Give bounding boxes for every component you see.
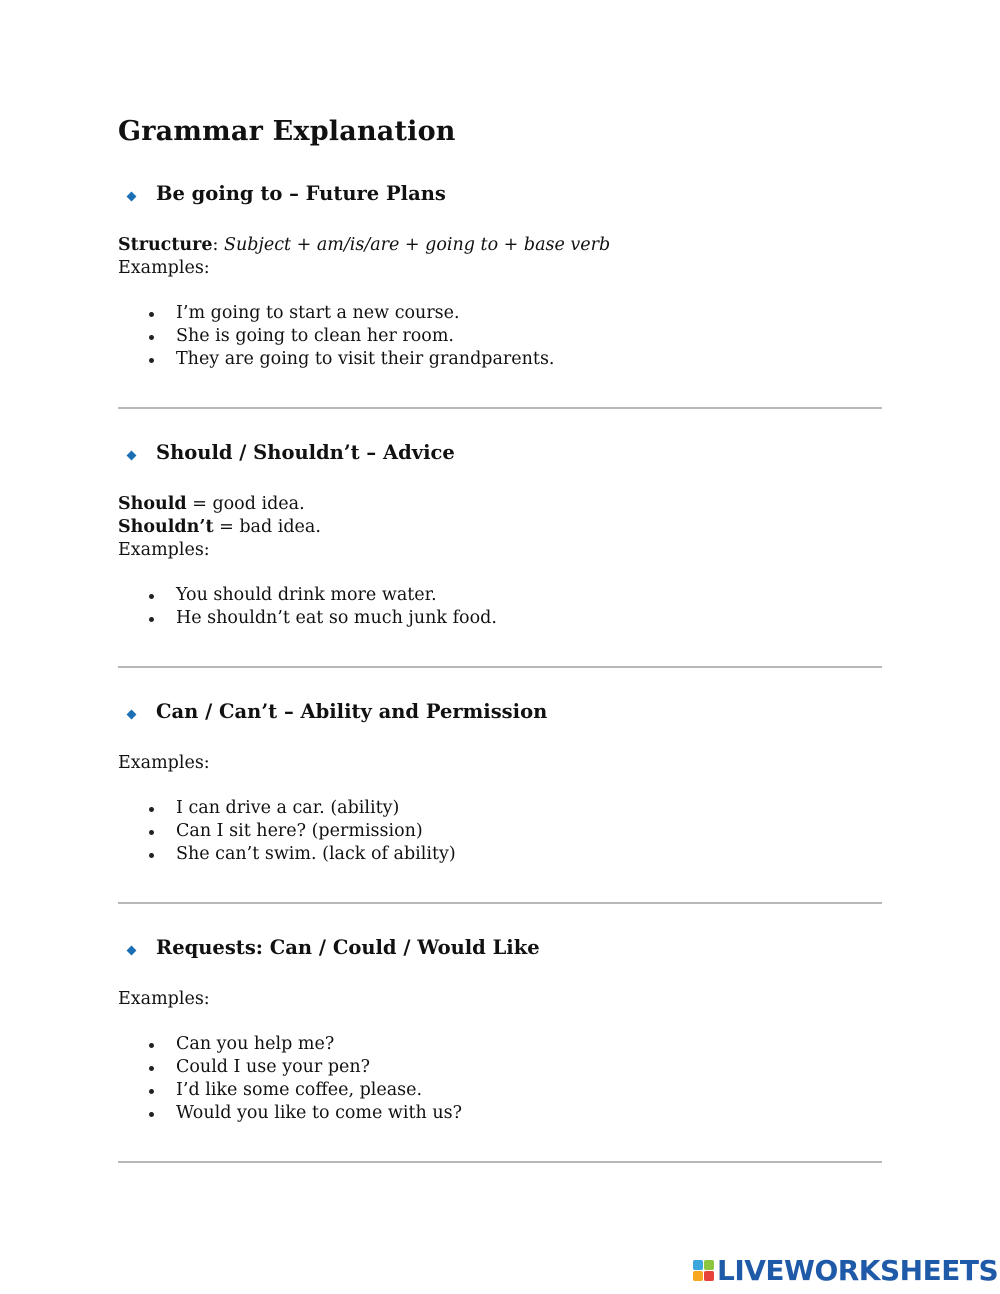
section-requests [118,936,882,1125]
structure-line: Structure: Subject + am/is/are + going to + base verb [118,235,611,255]
examples-label: Examples: [118,540,210,560]
examples-list [118,1033,882,1125]
definition-meaning: = bad idea. [213,517,321,537]
example-item [118,302,882,325]
example-item [118,1033,882,1056]
example-item [118,1079,882,1102]
section-body [118,493,882,562]
section-divider [118,666,882,668]
example-text: Can I sit here? (permission) [176,821,423,841]
section-title: Can / Can’t – Ability and Permission [156,700,548,723]
examples-label: Examples: [118,753,210,773]
structure-formula: Subject + am/is/are + going to + base verb [223,235,611,255]
bullet-dot-icon [149,1043,154,1048]
section-divider [118,902,882,904]
definition-line [118,516,882,539]
bullet-dot-icon [149,335,154,340]
section-should [118,441,882,630]
live-badge-icon [693,1260,714,1281]
example-item [118,843,882,866]
section-divider [118,1161,882,1163]
definition-term: Shouldn’t [118,517,214,537]
section-be-going-to [118,182,882,371]
example-text: She can’t swim. (lack of ability) [176,844,456,864]
bullet-dot-icon [149,807,154,812]
bullet-dot-icon [149,358,154,363]
logo-text: LIVEWORKSHEETS [717,1253,999,1287]
bullet-dot-icon [149,830,154,835]
definition-line [118,493,882,516]
bullet-dot-icon [149,1066,154,1071]
diamond-bullet-icon [127,451,137,461]
section-body [118,988,882,1011]
section-title: Should / Shouldn’t – Advice [156,441,455,464]
example-text: Can you help me? [176,1034,335,1054]
bullet-dot-icon [149,1089,154,1094]
bullet-dot-icon [149,617,154,622]
example-item [118,1056,882,1079]
examples-list [118,797,882,866]
examples-list [118,584,882,630]
section-header [118,936,882,970]
examples-list [118,302,882,371]
section-header [118,441,882,475]
liveworksheets-logo [693,1255,998,1285]
examples-label: Examples: [118,989,210,1009]
example-text: Could I use your pen? [176,1057,371,1077]
definition-term: Should [118,494,187,514]
structure-label: Structure [118,235,213,255]
bullet-dot-icon [149,594,154,599]
page-title: Grammar Explanation [118,116,456,147]
section-title: Be going to – Future Plans [156,182,446,205]
bullet-dot-icon [149,312,154,317]
section-title: Requests: Can / Could / Would Like [156,936,540,959]
definition-meaning: = good idea. [186,494,305,514]
example-text: They are going to visit their grandparents. [176,349,555,369]
example-item [118,820,882,843]
example-item [118,797,882,820]
example-text: I can drive a car. (ability) [176,798,400,818]
bullet-dot-icon [149,853,154,858]
example-item [118,325,882,348]
example-item [118,584,882,607]
example-text: I’m going to start a new course. [176,303,460,323]
diamond-bullet-icon [127,192,137,202]
example-text: You should drink more water. [176,585,437,605]
section-body [118,234,882,280]
example-item [118,1102,882,1125]
example-item [118,348,882,371]
section-header [118,700,882,734]
section-header [118,182,882,216]
examples-label: Examples: [118,258,210,278]
section-can [118,700,882,866]
example-item [118,607,882,630]
example-text: He shouldn’t eat so much junk food. [176,608,497,628]
section-body [118,752,882,775]
bullet-dot-icon [149,1112,154,1117]
diamond-bullet-icon [127,946,137,956]
example-text: I’d like some coffee, please. [176,1080,423,1100]
section-divider [118,407,882,409]
example-text: She is going to clean her room. [176,326,454,346]
example-text: Would you like to come with us? [176,1103,462,1123]
diamond-bullet-icon [127,710,137,720]
